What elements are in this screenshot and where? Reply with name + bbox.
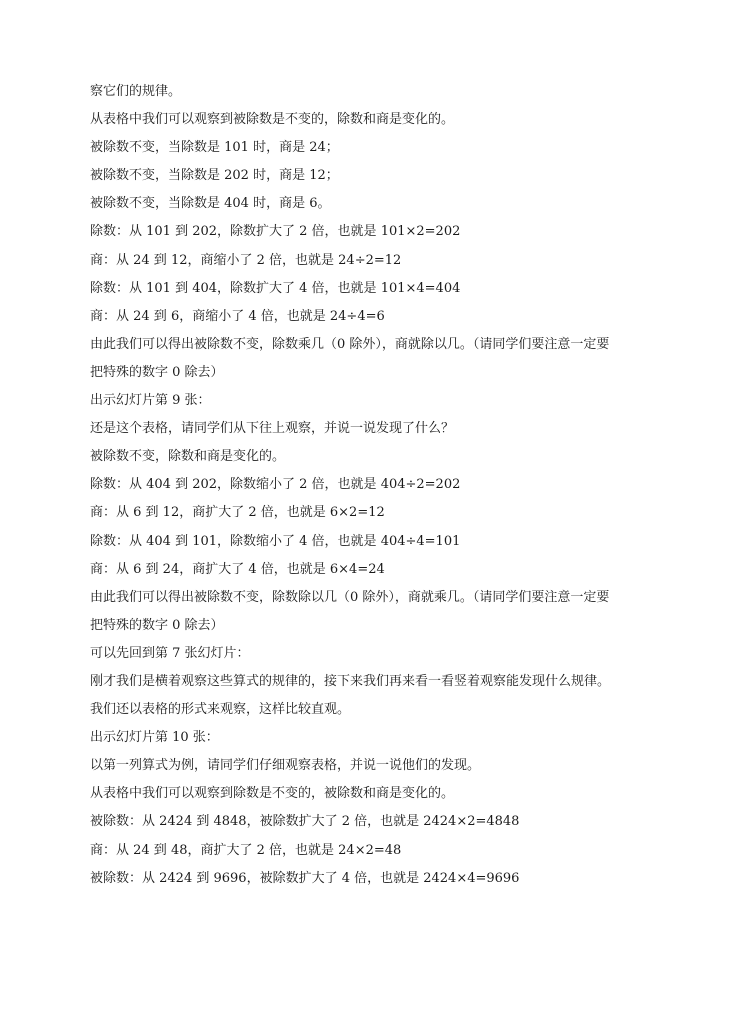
text-line: 由此我们可以得出被除数不变，除数除以几（0 除外），商就乘几。（请同学们要注意一定要 — [90, 589, 610, 605]
text-line: 以第一列算式为例，请同学们仔细观察表格，并说一说他们的发现。 — [90, 758, 481, 774]
text-line: 除数：从 404 到 101，除数缩小了 4 倍，也就是 404÷4=101 — [90, 533, 461, 549]
document-body — [90, 78, 665, 893]
text-line: 我们还以表格的形式来观察，这样比较直观。 — [90, 702, 351, 718]
text-line: 被除数不变，当除数是 404 时，商是 6。 — [90, 196, 331, 212]
text-line: 商：从 6 到 24，商扩大了 4 倍，也就是 6×4=24 — [90, 561, 385, 577]
text-line: 从表格中我们可以观察到被除数是不变的，除数和商是变化的。 — [90, 112, 455, 128]
text-line: 把特殊的数字 0 除去） — [90, 617, 224, 633]
text-line: 被除数不变，当除数是 101 时，商是 24； — [90, 140, 339, 156]
text-line: 被除数不变，除数和商是变化的。 — [90, 449, 286, 465]
text-line: 除数：从 101 到 202，除数扩大了 2 倍，也就是 101×2=202 — [90, 224, 461, 240]
text-line: 可以先回到第 7 张幻灯片： — [90, 645, 250, 661]
text-line: 由此我们可以得出被除数不变，除数乘几（0 除外），商就除以几。（请同学们要注意一定要 — [90, 336, 610, 352]
text-line: 被除数：从 2424 到 9696，被除数扩大了 4 倍，也就是 2424×4=9696 — [90, 870, 520, 886]
text-line: 察它们的规律。 — [90, 84, 182, 99]
text-line: 被除数：从 2424 到 4848，被除数扩大了 2 倍，也就是 2424×2=4848 — [90, 814, 520, 830]
text-line: 从表格中我们可以观察到除数是不变的，被除数和商是变化的。 — [90, 786, 455, 802]
text-line: 商：从 24 到 12，商缩小了 2 倍，也就是 24÷2=12 — [90, 252, 402, 268]
text-line: 刚才我们是横着观察这些算式的规律的，接下来我们再来看一看竖着观察能发现什么规律。 — [90, 673, 611, 689]
text-line: 出示幻灯片第 9 张： — [90, 393, 211, 409]
text-line: 商：从 24 到 6，商缩小了 4 倍，也就是 24÷4=6 — [90, 308, 385, 324]
text-line: 还是这个表格，请同学们从下往上观察，并说一说发现了什么？ — [90, 421, 455, 437]
text-line: 商：从 6 到 12，商扩大了 2 倍，也就是 6×2=12 — [90, 505, 385, 521]
text-line: 出示幻灯片第 10 张： — [90, 730, 219, 746]
text-line: 商：从 24 到 48，商扩大了 2 倍，也就是 24×2=48 — [90, 842, 402, 858]
text-line: 除数：从 404 到 202，除数缩小了 2 倍，也就是 404÷2=202 — [90, 477, 461, 493]
text-line: 把特殊的数字 0 除去） — [90, 364, 224, 380]
text-line: 除数：从 101 到 404，除数扩大了 4 倍，也就是 101×4=404 — [90, 280, 461, 296]
text-line: 被除数不变，当除数是 202 时，商是 12； — [90, 168, 339, 184]
